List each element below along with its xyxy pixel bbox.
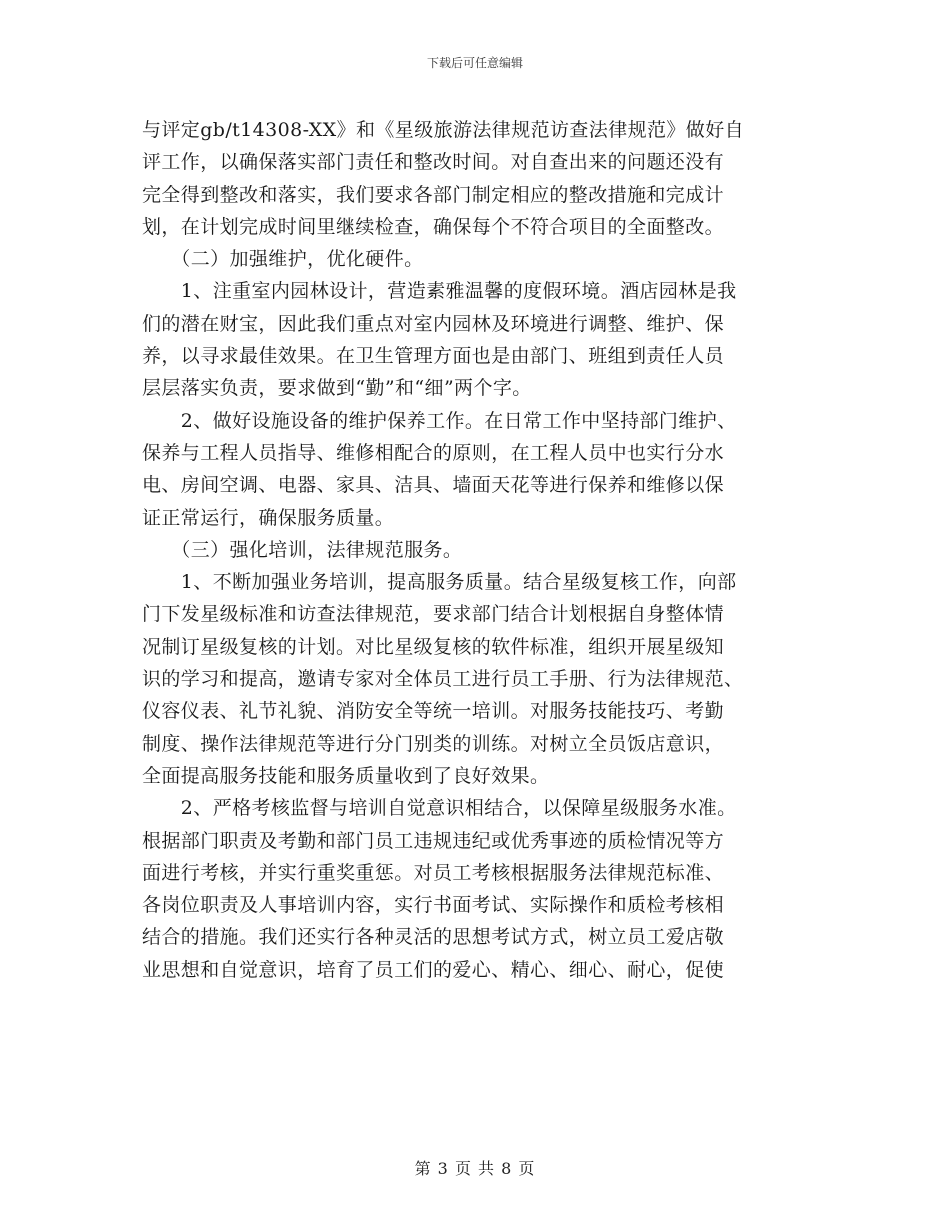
text-line: 证正常运行，确保服务质量。	[142, 506, 395, 529]
section-heading: （二）加强维护，优化硬件。	[142, 248, 424, 271]
text-line: 仪容仪表、礼节礼貌、消防安全等统一培训。对服务技能技巧、考勤	[142, 700, 725, 723]
text-line: 面进行考核，并实行重奖重惩。对员工考核根据服务法律规范标准、	[142, 861, 725, 884]
text-line: 全面提高服务技能和服务质量收到了良好效果。	[142, 764, 550, 787]
text-line: 保养与工程人员指导、维修相配合的原则，在工程人员中也实行分水	[142, 441, 725, 464]
text-line: 养，以寻求最佳效果。在卫生管理方面也是由部门、班组到责任人员	[142, 345, 725, 368]
document-body	[142, 114, 808, 986]
text-line: 1、注重室内园林设计，营造素雅温馨的度假环境。酒店园林是我	[142, 280, 737, 303]
text-line: 完全得到整改和落实，我们要求各部门制定相应的整改措施和完成计	[142, 183, 725, 206]
text-line: 1、不断加强业务培训，提高服务质量。结合星级复核工作，向部	[142, 571, 737, 594]
text-line: 划，在计划完成时间里继续检查，确保每个不符合项目的全面整改。	[142, 215, 725, 238]
text-line: 制度、操作法律规范等进行分门别类的训练。对树立全员饭店意识，	[142, 732, 725, 755]
text-line: 评工作，以确保落实部门责任和整改时间。对自查出来的问题还没有	[142, 151, 725, 174]
text-line: 结合的措施。我们还实行各种灵活的思想考试方式，树立员工爱店敬	[142, 926, 725, 949]
text-line: 业思想和自觉意识，培育了员工们的爱心、精心、细心、耐心，促使	[142, 958, 725, 981]
section-heading: （三）强化培训，法律规范服务。	[142, 538, 463, 561]
text-line: 2、做好设施设备的维护保养工作。在日常工作中坚持部门维护、	[142, 409, 737, 432]
text-line: 各岗位职责及人事培训内容，实行书面考试、实际操作和质检考核相	[142, 894, 725, 917]
text-line: 电、房间空调、电器、家具、洁具、墙面天花等进行保养和维修以保	[142, 474, 725, 497]
text-line: 识的学习和提高，邀请专家对全体员工进行员工手册、行为法律规范、	[142, 668, 744, 691]
page-header: 下载后可任意编辑	[426, 56, 523, 70]
text-line: 根据部门职责及考勤和部门员工违规违纪或优秀事迹的质检情况等方	[142, 829, 725, 852]
text-line: 们的潜在财宝，因此我们重点对室内园林及环境进行调整、维护、保	[142, 312, 725, 335]
text-line: 2、严格考核监督与培训自觉意识相结合，以保障星级服务水准。	[142, 797, 737, 820]
text-line: 与评定gb/t14308-XX》和《星级旅游法律规范访查法律规范》做好自	[142, 119, 745, 141]
text-line: 层层落实负责，要求做到“勤”和“细”两个字。	[142, 377, 532, 400]
text-line: 况制订星级复核的计划。对比星级复核的软件标准，组织开展星级知	[142, 635, 725, 658]
text-line: 门下发星级标准和访查法律规范，要求部门结合计划根据自身整体情	[142, 603, 725, 626]
page-number: 第 3 页 共 8 页	[414, 1159, 536, 1178]
